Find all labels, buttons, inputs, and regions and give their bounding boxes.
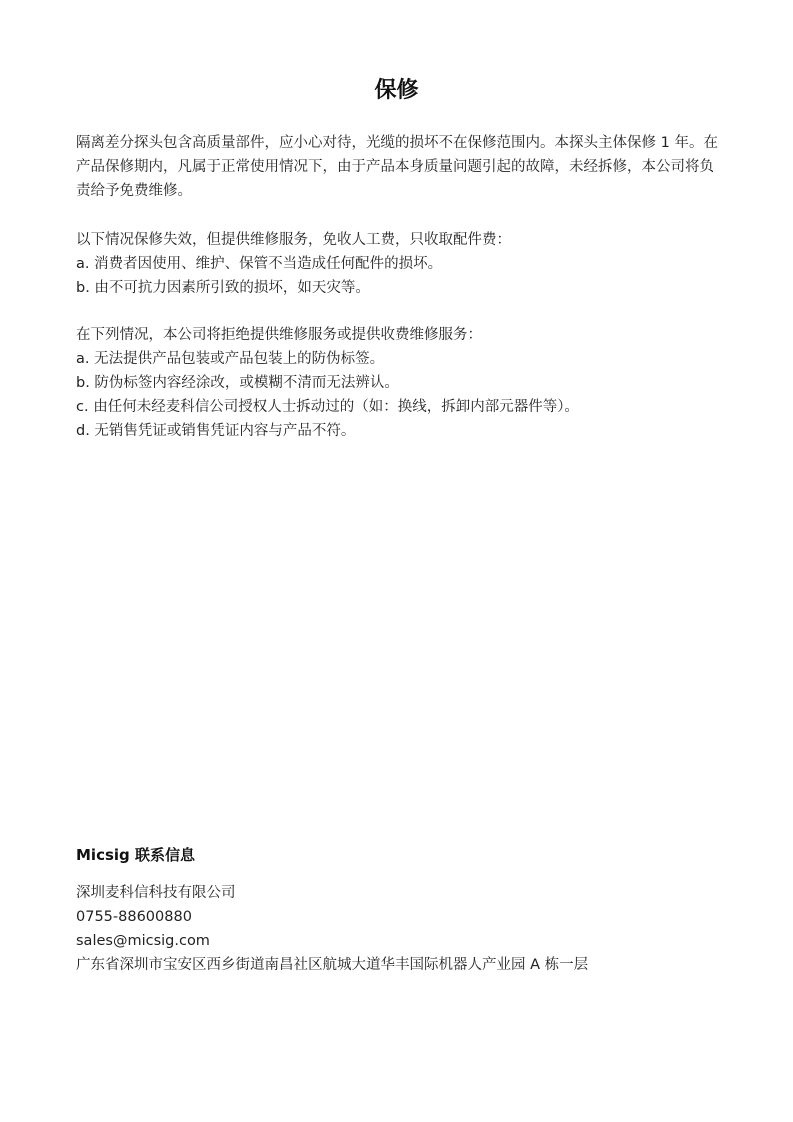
service-refusal-item: c. 由任何未经麦科信公司授权人士拆动过的（如：换线，拆卸内部元器件等）。 [76,399,579,415]
phone-number: 0755-88600880 [76,909,192,925]
service-refusal-item: d. 无销售凭证或销售凭证内容与产品不符。 [76,423,356,439]
warranty-void-item: b. 由不可抗力因素所引致的损坏，如天灾等。 [76,280,370,296]
contact-info [76,881,726,977]
intro-text: 隔离差分探头包含高质量部件，应小心对待，光缆的损坏不在保修范围内。本探头主体保修 1 年。在产品保修期内，凡属于正常使用情况下，由于产品本身质量问题引起的故障，未经拆修，本公司将负责给予免费维修。 [76,135,718,199]
service-refusal-heading: 在下列情况，本公司将拒绝提供维修服务或提供收费维修服务： [76,327,482,343]
service-refusal-item: b. 防伪标签内容经涂改，或模糊不清而无法辨认。 [76,375,399,391]
service-refusal-item: a. 无法提供产品包装或产品包装上的防伪标签。 [76,351,385,367]
service-refusal-section [76,323,726,443]
warranty-void-section [76,228,726,300]
contact-heading: Micsig 联系信息 [76,846,195,864]
company-name: 深圳麦科信科技有限公司 [76,885,236,901]
warranty-intro-paragraph [76,131,726,203]
postal-address: 广东省深圳市宝安区西乡街道南昌社区航城大道华丰国际机器人产业园 A 栋一层 [76,957,589,973]
page-title: 保修 [374,78,419,103]
email-address: sales@micsig.com [76,933,210,949]
warranty-void-heading: 以下情况保修失效，但提供维修服务，免收人工费，只收取配件费： [76,232,511,248]
warranty-void-item: a. 消费者因使用、维护、保管不当造成任何配件的损坏。 [76,256,443,272]
